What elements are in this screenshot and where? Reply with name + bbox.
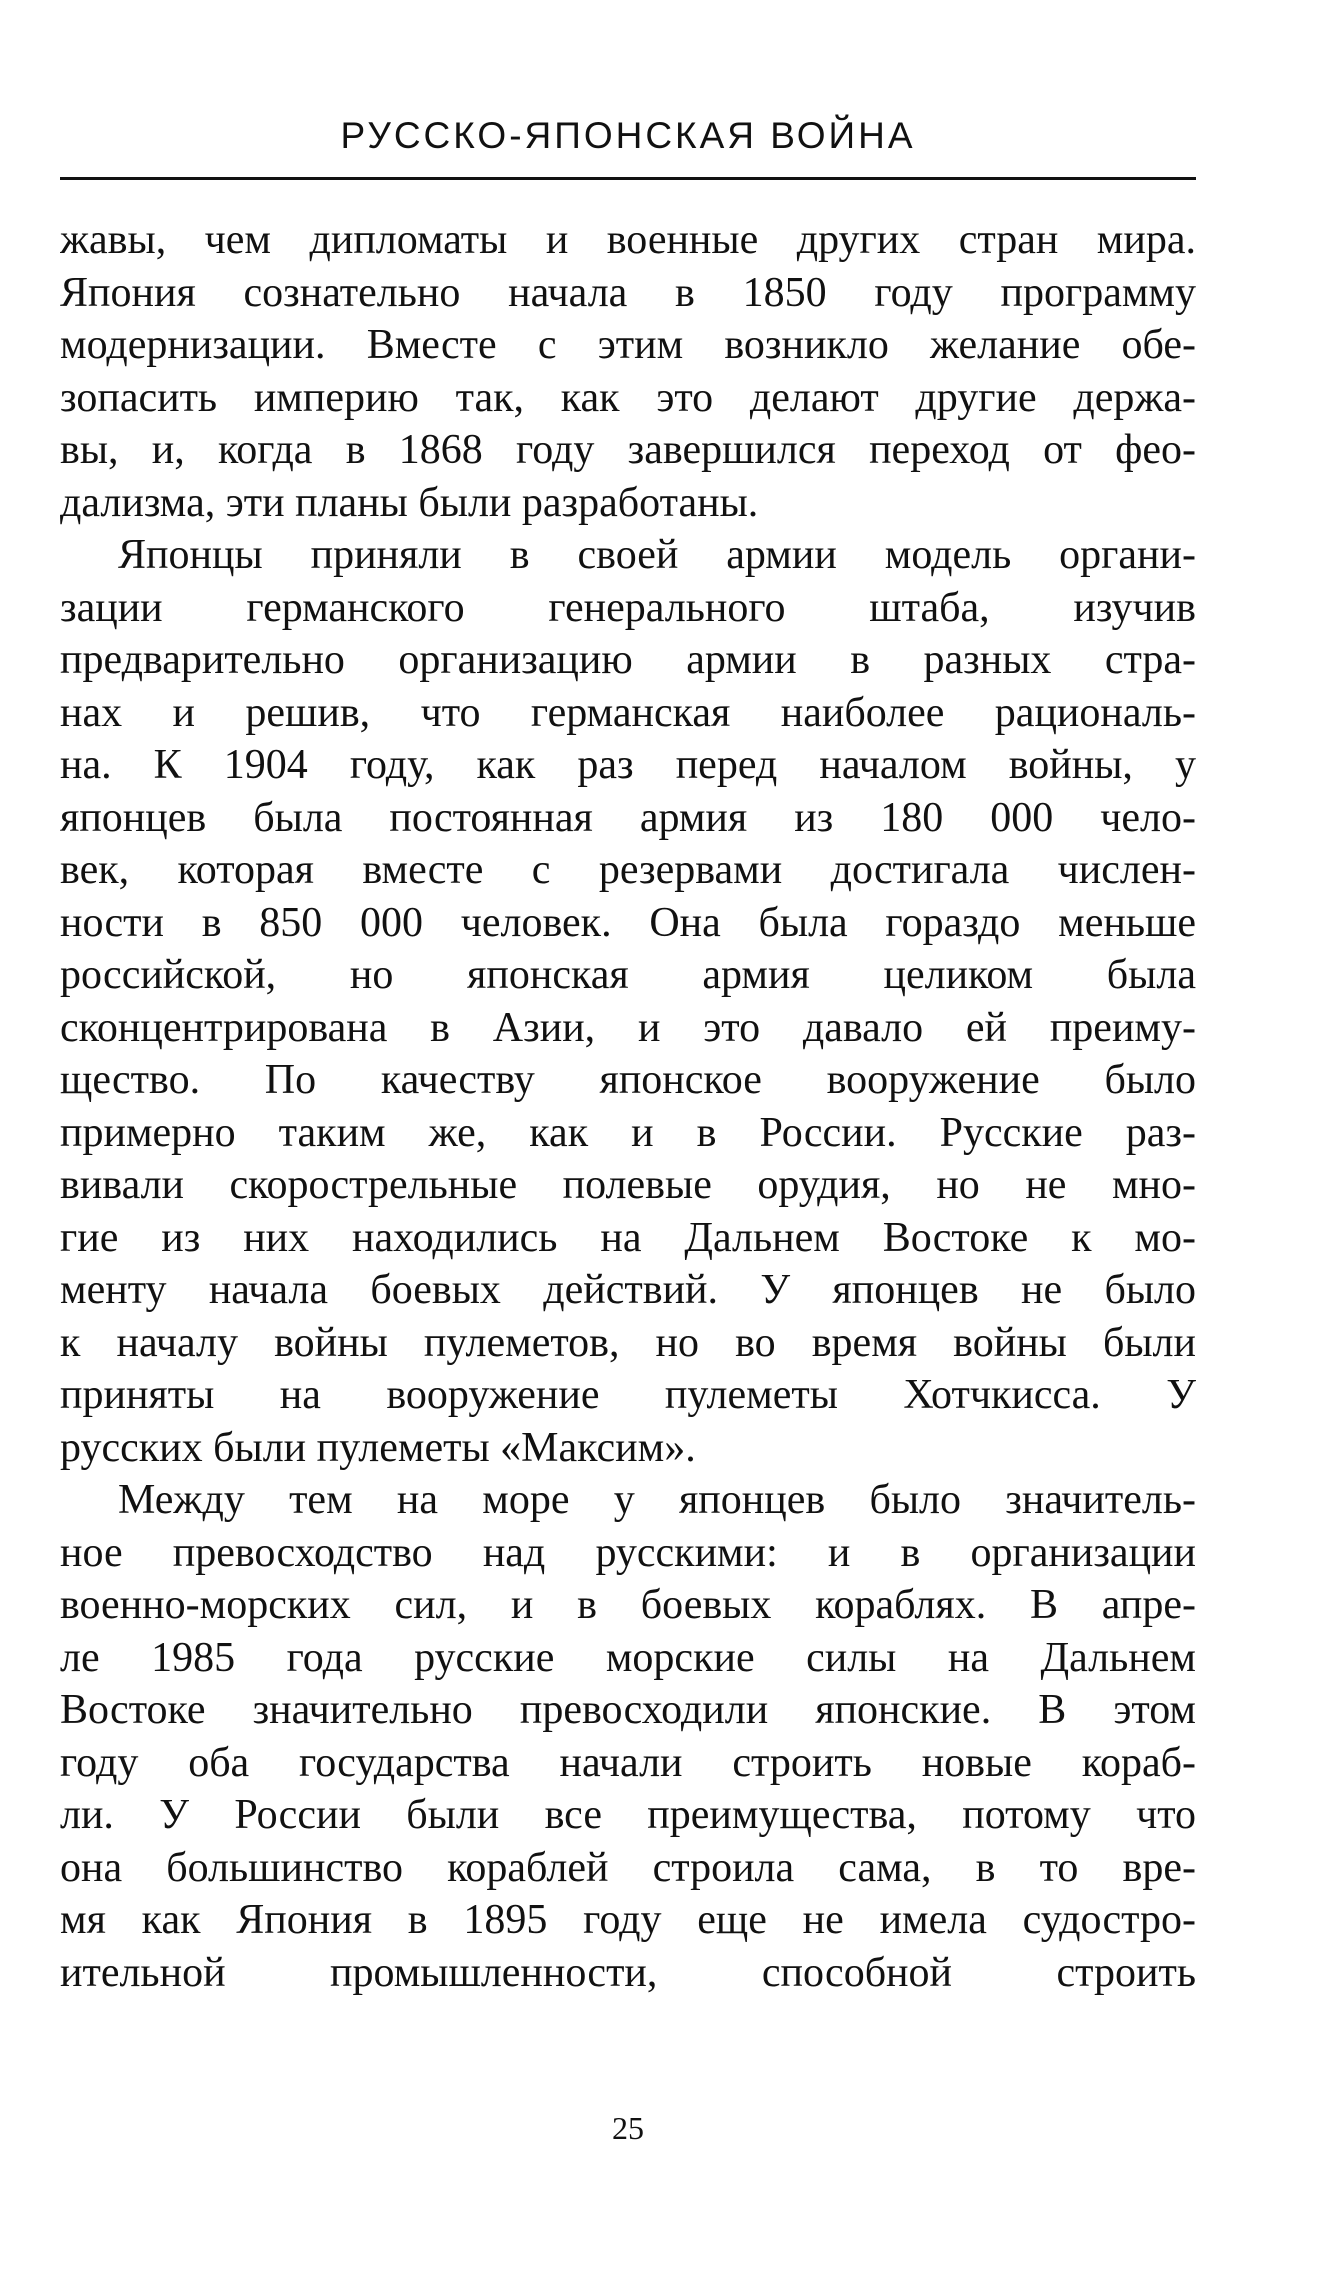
paragraph-1 bbox=[60, 214, 1196, 529]
text-line: российской, но японская армия целиком была bbox=[60, 952, 1196, 998]
text-line: вы, и, когда в 1868 году завершился переход от фео- bbox=[60, 427, 1196, 473]
text-line: вивали скорострельные полевые орудия, но не мно- bbox=[60, 1162, 1196, 1208]
text-line: предварительно организацию армии в разных стра- bbox=[60, 637, 1196, 683]
text-line: ле 1985 года русские морские силы на Дальнем bbox=[60, 1634, 1196, 1681]
paragraph-3 bbox=[60, 1474, 1196, 1999]
text-line: сконцентрирована в Азии, и это давало ей преиму- bbox=[60, 1004, 1196, 1051]
text-line: нах и решив, что германская наиболее рациональ- bbox=[60, 689, 1196, 736]
page-number: 25 bbox=[612, 2110, 644, 2146]
text-line: ное превосходство над русскими: и в организации bbox=[60, 1529, 1196, 1576]
text-line: дализма, эти планы были разработаны. bbox=[60, 479, 759, 526]
text-line: модернизации. Вместе с этим возникло желание обе- bbox=[60, 322, 1196, 368]
text-line: Востоке значительно превосходили японские. В этом bbox=[60, 1687, 1196, 1733]
text-line: гие из них находились на Дальнем Востоке к мо- bbox=[60, 1214, 1196, 1261]
text-line: щество. По качеству японское вооружение было bbox=[60, 1057, 1196, 1103]
text-line: зации германского генерального штаба, изучив bbox=[60, 584, 1196, 631]
head-rule bbox=[60, 177, 1196, 180]
text-line: век, которая вместе с резервами достигала числен- bbox=[60, 847, 1196, 893]
text-line: она большинство кораблей строила сама, в то вре- bbox=[60, 1844, 1196, 1891]
text-line: жавы, чем дипломаты и военные других стран мира. bbox=[60, 217, 1196, 263]
text-line: году оба государства начали строить новые кораб- bbox=[60, 1739, 1196, 1786]
text-line: русских были пулеметы «Максим». bbox=[60, 1424, 696, 1471]
text-line: ности в 850 000 человек. Она была гораздо меньше bbox=[60, 899, 1196, 946]
text-line: к началу войны пулеметов, но во время войны были bbox=[60, 1319, 1196, 1366]
text-line: Япония сознательно начала в 1850 году программу bbox=[60, 269, 1196, 316]
text-line: ительной промышленности, способной строить bbox=[60, 1949, 1196, 1996]
text-line: мя как Япония в 1895 году еще не имела судостро- bbox=[60, 1897, 1196, 1943]
body-text bbox=[60, 214, 1196, 1999]
text-line: ли. У России были все преимущества, потому что bbox=[60, 1792, 1196, 1838]
text-line: зопасить империю так, как это делают другие держа- bbox=[60, 374, 1196, 421]
text-line: на. К 1904 году, как раз перед началом войны, у bbox=[60, 742, 1196, 788]
text-line: Между тем на море у японцев было значитель- bbox=[118, 1477, 1196, 1523]
text-line: Японцы приняли в своей армии модель органи- bbox=[118, 532, 1196, 578]
text-line: приняты на вооружение пулеметы Хотчкисса. У bbox=[60, 1372, 1196, 1418]
text-line: примерно таким же, как и в России. Русские раз- bbox=[60, 1109, 1196, 1156]
running-head: РУССКО-ЯПОНСКАЯ ВОЙНА bbox=[340, 115, 916, 156]
paragraph-2 bbox=[60, 529, 1196, 1474]
text-line: менту начала боевых действий. У японцев не было bbox=[60, 1267, 1196, 1313]
text-line: японцев была постоянная армия из 180 000 чело- bbox=[60, 794, 1196, 841]
text-line: военно-морских сил, и в боевых кораблях. В апре- bbox=[60, 1582, 1196, 1628]
